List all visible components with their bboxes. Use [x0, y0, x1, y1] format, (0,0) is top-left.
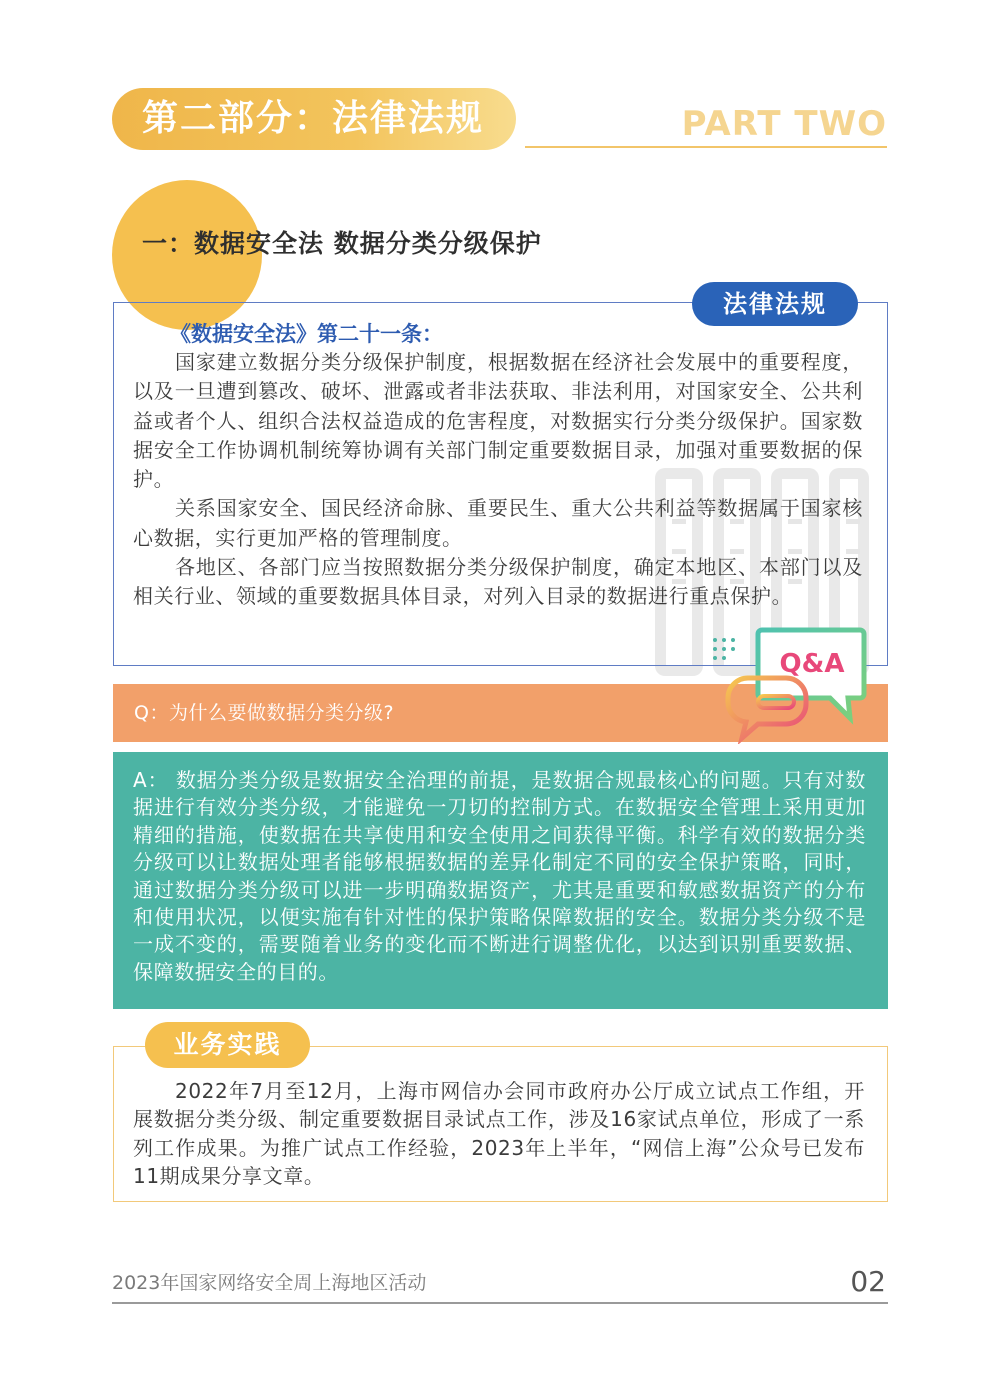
law-badge: 法律法规 — [692, 282, 858, 326]
part-english-label: PART TWO — [681, 104, 887, 144]
part-title: 第二部分：法律法规 — [142, 98, 485, 139]
qa-icon-label: Q&A — [779, 649, 845, 679]
qa-chat-icon — [700, 626, 870, 744]
law-paragraph: 国家建立数据分类分级保护制度，根据数据在经济社会发展中的重要程度，以及一旦遭到篡改、破坏、泄露或者非法获取、非法利用，对国家安全、公共利益或者个人、组织合法权益造成的危害程度，对数据实行分类分级保护。国家数据安全工作协调机制统筹协调有关部门制定重要数据目录，加强对重要数据的保护。 — [133, 350, 863, 492]
answer-text: A： 数据分类分级是数据安全治理的前提，是数据合规最核心的问题。只有对数据进行有效分类分级，才能避免一刀切的控制方式。在数据安全管理上采用更加精细的措施，使数据在共享使用和安全使用之间获得平衡。科学有效的数据分类分级可以让数据处理者能够根据数据的差异化制定不同的安全保护策略，同时，通过数据分类分级可以进一步明确数据资产，尤其是重要和敏感数据资产的分布和使用状况，以便实施有针对性的保护策略保障数据的安全。数据分类分级不是一成不变的，需要随着业务的变化而不断进行调整优化，以达到识别重要数据、保障数据安全的目的。 — [133, 768, 866, 984]
footer-event-title: 2023年国家网络安全周上海地区活动 — [112, 1272, 427, 1294]
header-divider — [525, 146, 887, 148]
footer-divider — [112, 1302, 888, 1304]
law-heading: 《数据安全法》第二十一条： — [170, 322, 443, 346]
law-body — [133, 348, 863, 612]
law-paragraph: 各地区、各部门应当按照数据分类分级保护制度，确定本地区、本部门以及相关行业、领域的重要数据具体目录，对列入目录的数据进行重点保护。 — [133, 555, 863, 609]
section-title: 一：数据安全法 数据分类分级保护 — [142, 229, 542, 258]
law-paragraph: 关系国家安全、国民经济命脉、重要民生、重大公共利益等数据属于国家核心数据，实行更加严格的管理制度。 — [133, 496, 863, 550]
page-number: 02 — [850, 1265, 886, 1298]
practice-badge: 业务实践 — [145, 1022, 310, 1068]
practice-text: 2022年7月至12月，上海市网信办会同市政府办公厅成立试点工作组，开展数据分类分级、制定重要数据目录试点工作，涉及16家试点单位，形成了一系列工作成果。为推广试点工作经验，2023年上半年，“网信上海”公众号已发布11期成果分享文章。 — [133, 1079, 865, 1189]
question-text: Q：为什么要做数据分类分级? — [134, 702, 395, 724]
